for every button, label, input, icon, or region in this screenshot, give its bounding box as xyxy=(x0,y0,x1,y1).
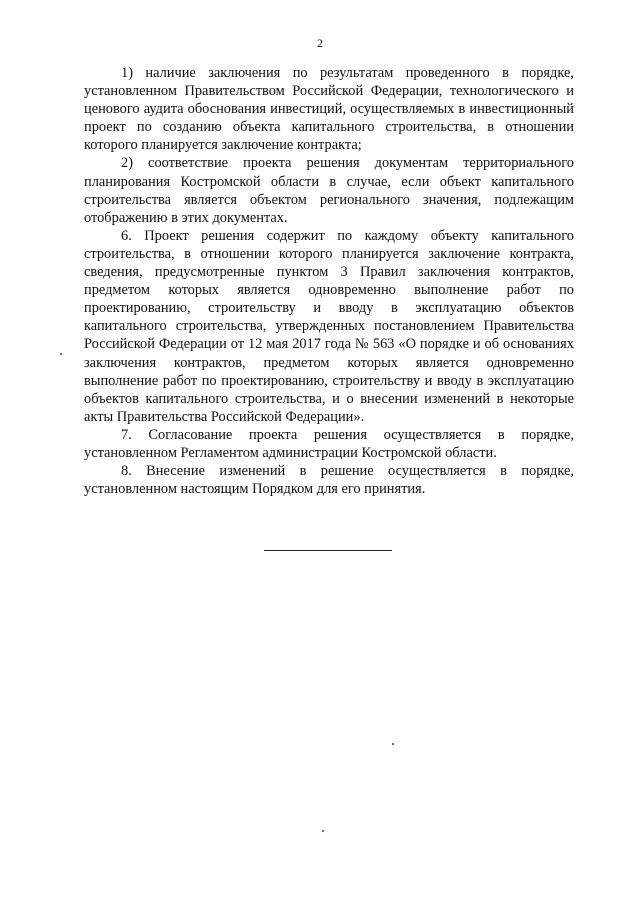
scan-speck xyxy=(322,830,324,832)
paragraph-item-2: 2) соответствие проекта решения документам территориального планирования Костромской области в случае, если объект капитального строительства является объектом регионального значения, подлежащим отображению в этих документах. xyxy=(84,155,574,226)
page-number: 2 xyxy=(317,36,323,50)
document-body xyxy=(84,64,574,498)
scan-speck xyxy=(60,353,62,355)
end-separator-line xyxy=(264,550,392,551)
paragraph-item-1: 1) наличие заключения по результатам проведенного в порядке, установленном Правительством Российской Федерации, технологического и ценового аудита обоснования инвестиций, осуществляемых в инвестиционный проект по созданию объекта капитального строительства, в отношении которого планируется заключение контракта; xyxy=(84,65,574,154)
paragraph-6: 6. Проект решения содержит по каждому объекту капитального строительства, в отношении которого планируется заключение контракта, сведения, предусмотренные пунктом 3 Правил заключения контрактов, предметом которых является одновременно выполнение работ по проектированию, строительству и вводу в эксплуатацию объектов капитального строительства, утвержденных постановлением Правительства Российской Федерации от 12 мая 2017 года № 563 «О порядке и об основаниях заключения контрактов, предметом которых является одновременно выполнение работ по проектированию, строительству и вводу в эксплуатацию объектов капитального строительства, и о внесении изменений в некоторые акты Правительства Российской Федерации». xyxy=(84,227,574,425)
paragraph-8: 8. Внесение изменений в решение осуществляется в порядке, установленном настоящим Порядком для его принятия. xyxy=(84,463,574,498)
paragraph-7: 7. Согласование проекта решения осуществляется в порядке, установленном Регламентом администрации Костромской области. xyxy=(84,426,574,461)
scan-speck xyxy=(392,743,394,745)
